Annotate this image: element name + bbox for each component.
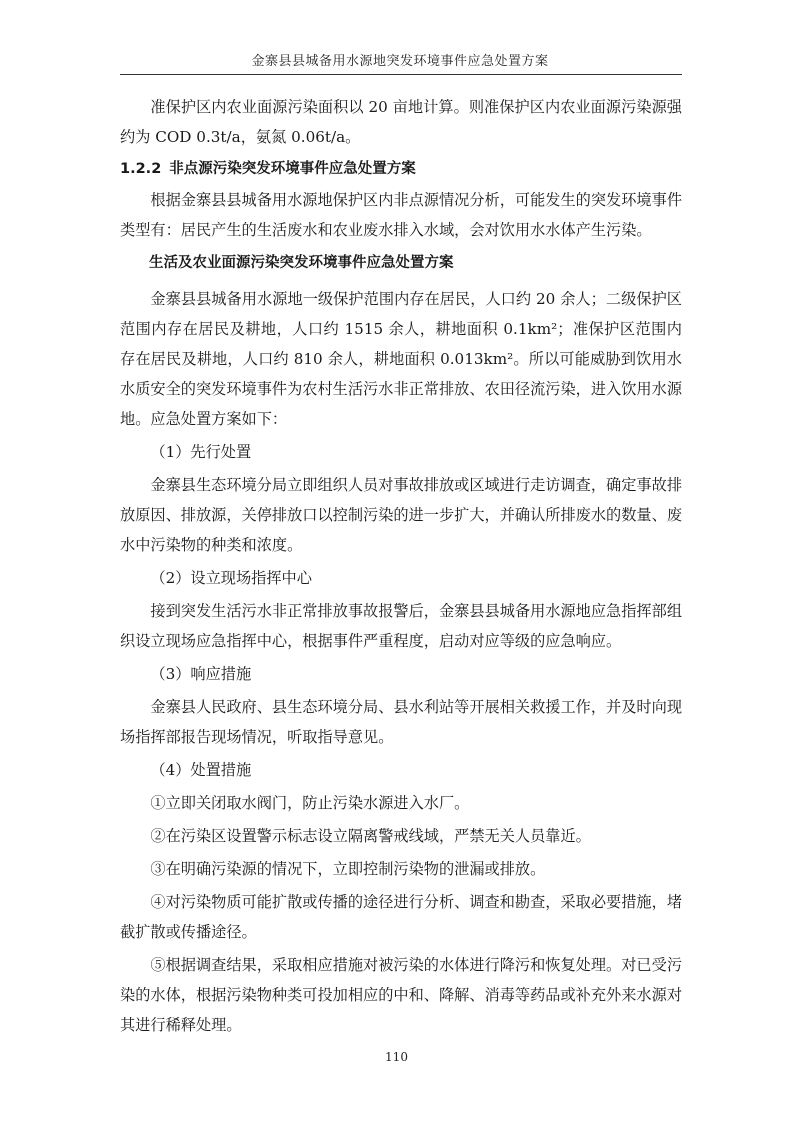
measure-1: ①立即关闭取水阀门，防止污染水源进入水厂。 [150,794,470,812]
measure-2: ②在污染区设置警示标志设立隔离警戒线域，严禁无关人员靠近。 [150,827,591,845]
section-number: 1.2.2 [120,161,162,177]
measure-3: ③在明确污染源的情况下，立即控制污染物的泄漏或排放。 [150,860,546,878]
step-3-body: 金寨县人民政府、县生态环境分局、县水利站等开展相关救援工作，并及时向现场指挥部报告现场情况，听取指导意见。 [120,698,682,746]
document-body [120,92,682,1040]
header-rule [120,74,682,75]
step-2-body: 接到突发生活污水非正常排放事故报警后，金寨县县城备用水源地应急指挥部组织设立现场应急指挥中心，根据事件严重程度，启动对应等级的应急响应。 [120,602,682,650]
section-paragraph: 根据金寨县县城备用水源地保护区内非点源情况分析，可能发生的突发环境事件类型有：居民产生的生活废水和农业废水排入水域，会对饮用水水体产生污染。 [120,191,682,239]
page-number: 110 [385,1050,408,1064]
step-1-heading: （1）先行处置 [150,443,252,461]
intro-paragraph: 准保护区内农业面源污染面积以 20 亩地计算。则准保护区内农业面源污染源强约为 COD 0.3t/a，氨氮 0.06t/a。 [120,98,682,146]
step-4-heading: （4）处置措施 [150,761,252,779]
section-title: 非点源污染突发环境事件应急处置方案 [169,161,416,177]
step-3-heading: （3）响应措施 [150,665,252,683]
section-heading [120,154,682,184]
subsection-heading: 生活及农业面源污染突发环境事件应急处置方案 [149,255,454,271]
step-2-heading: （2）设立现场指挥中心 [150,569,312,587]
step-1-body: 金寨县生态环境分局立即组织人员对事故排放或区域进行走访调查，确定事故排放原因、排放源，关停排放口以控制污染的进一步扩大，并确认所排废水的数量、废水中污染物的种类和浓度。 [120,476,682,554]
measure-4: ④对污染物质可能扩散或传播的途径进行分析、调查和勘查，采取必要措施，堵截扩散或传播途径。 [120,893,682,941]
measure-5: ⑤根据调查结果，采取相应措施对被污染的水体进行降污和恢复处理。对已受污染的水体，根据污染物种类可投加相应的中和、降解、消毒等药品或补充外来水源对其进行稀释处理。 [120,956,682,1034]
population-paragraph: 金寨县县城备用水源地一级保护范围内存在居民，人口约 20 余人；二级保护区范围内存在居民及耕地，人口约 1515 余人，耕地面积 0.1km²；准保护区范围内存在居民及耕地，人口约 810 余人，耕地面积 0.013km²。所以可能威胁到饮用水水质安全的突发环境事件为农村生活污水非正常排放、农田径流污染，进入饮用水源地。应急处置方案如下： [120,290,682,428]
page-header-title: 金寨县县城备用水源地突发环境事件应急处置方案 [251,54,549,69]
